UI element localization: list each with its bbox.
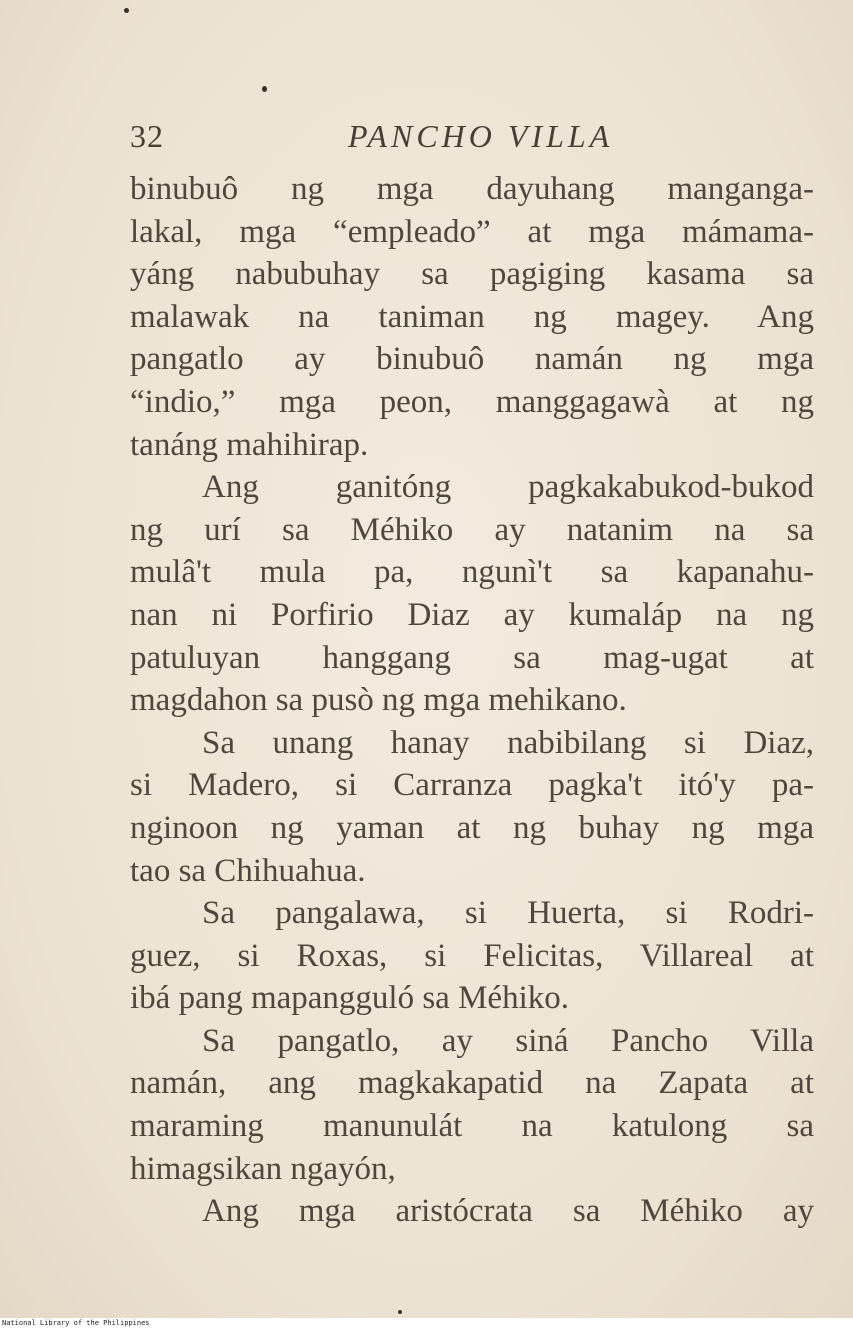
ink-speck — [124, 8, 129, 13]
page-number: 32 — [130, 118, 164, 154]
text-line: binubuô ng mga dayuhang mangangа- — [130, 171, 814, 207]
ink-speck — [262, 86, 267, 92]
text-line: guez, si Roxas, si Felicitas, Villareal at — [130, 937, 814, 974]
text-line: Ang mga aristócrata sa Méhiko ay — [202, 1193, 814, 1230]
text-line: si Madero, si Carranza pagka't itó'y pa- — [130, 767, 814, 804]
text-line: maraming manunulát na katulong sa — [130, 1108, 814, 1145]
text-line: Sa pangatlo, ay siná Pancho Villa — [202, 1022, 814, 1059]
ink-speck — [398, 1310, 402, 1314]
text-line: patuluyan hanggang sa mag-ugat at — [130, 639, 814, 676]
library-credit: National Library of the Philippines — [2, 1319, 150, 1327]
scan-footer — [0, 1318, 853, 1328]
text-line: nan ni Porfirio Diaz ay kumaláp na ng — [130, 596, 814, 633]
text-line: tao sa Chihuahua. — [130, 852, 366, 889]
text-line: lakal, mga “empleado” at mga mámamа- — [130, 213, 814, 250]
text-line: ng urí sa Méhiko ay natanim na sa — [130, 511, 814, 548]
text-line: nginoon ng yaman at ng buhay ng mga — [130, 809, 814, 846]
body-text — [130, 168, 814, 1233]
text-line: magdahon sa pusò ng mga mehikano. — [130, 682, 627, 719]
text-line: Sa unang hanay nabibilang si Diaz, — [202, 724, 814, 761]
text-line: tanáng mahihirap. — [130, 426, 369, 463]
text-line: ibá pang mapangguló sa Méhiko. — [130, 980, 569, 1017]
text-line: Sa pangalawa, si Huerta, si Rodri- — [202, 895, 814, 932]
text-line: mulâ't mula pa, ngunì't sa kapanahu- — [130, 554, 814, 591]
running-title: PANCHO VILLA — [348, 118, 614, 154]
text-line: himagsikan ngayón, — [130, 1150, 396, 1187]
text-line: pangatlo ay binubuô namán ng mga — [130, 341, 814, 378]
page-header — [0, 118, 853, 166]
text-line: malawak na taniman ng magey. Ang — [130, 298, 814, 335]
text-line: “indio,” mga peon, manggagawà at ng — [130, 383, 814, 420]
text-line: yáng nabubuhay sa pagiging kasama sa — [130, 256, 814, 293]
text-line: Ang ganitóng pagkakabukod-bukod — [202, 469, 814, 506]
text-line: namán, ang magkakapatid na Zapata at — [130, 1065, 814, 1102]
